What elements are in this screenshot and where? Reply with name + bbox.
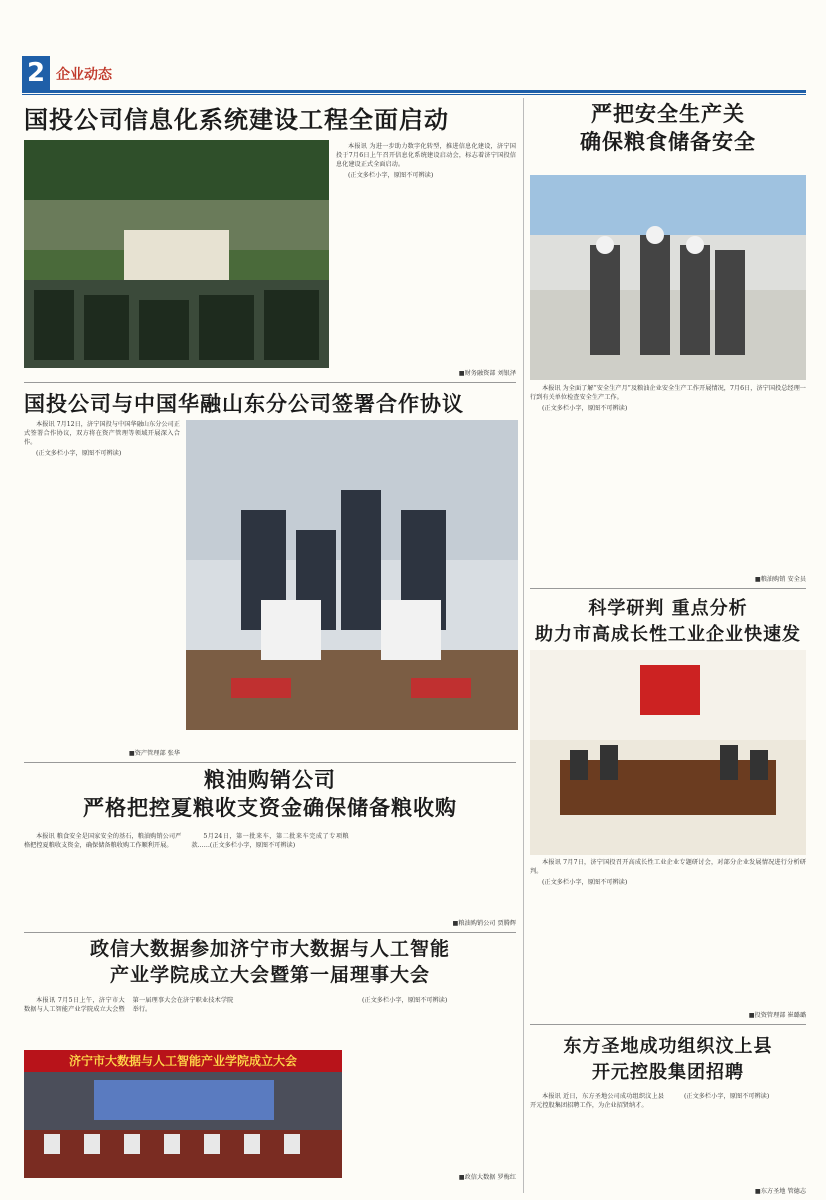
a5-para: 本报讯 粮食安全是国家安全的基石，粮油购销公司严格把控夏粮收支资金，确保储备粮收购工作顺利开展。: [24, 833, 182, 849]
a3-sign: ■粮油购销 安全员: [754, 576, 806, 583]
a5-para: 5月24日，第一批来车，第二批来车完成了专项粮款……(正文多栏小字，原图不可辨读): [191, 833, 349, 849]
a2-para: (正文多栏小字，原图不可辨读): [36, 450, 122, 457]
column-divider: [523, 98, 524, 1193]
a7-para: (正文多栏小字，原图不可辨读): [684, 1093, 770, 1100]
a3-para: 本报讯 为全面了解“安全生产月”及粮油企业安全生产工作开展情况，7月6日，济宁国投总经理一行到有关单位检查安全生产工作。: [530, 385, 806, 401]
page-number: 2: [22, 56, 50, 90]
a3-photo: [530, 175, 806, 380]
a6-banner: 济宁市大数据与人工智能产业学院成立大会: [68, 1054, 297, 1068]
a2-sign: ■资产管理部 张华: [128, 750, 180, 757]
a1-para: 本报讯 为进一步助力数字化转型，推进信息化建设，济宁国投于7月6日上午召开信息化系统建设启动会，标志着济宁国投信息化建设正式全面启动。: [336, 143, 516, 168]
a5-title: 粮油购销公司 严格把控夏粮收支资金确保储备粮收购: [83, 767, 457, 820]
a6-body: [24, 996, 342, 1046]
a1-sign: ■财务融资部 刘银泽: [458, 370, 516, 377]
a4-sign: ■投资管理部 崔璐璐: [748, 1012, 806, 1019]
a1-body: [336, 142, 516, 368]
divider: [530, 588, 806, 589]
a1-title: 国投公司信息化系统建设工程全面启动: [24, 105, 449, 134]
a2-para: 本报讯 7月12日，济宁国投与中国华融山东分公司正式签署合作协议，双方将在资产管理等领域开展深入合作。: [24, 421, 180, 446]
header-rule: [22, 90, 806, 93]
a6-para: (正文多栏小字，原图不可辨读): [362, 997, 448, 1004]
header-rule-thin: [22, 94, 806, 95]
a5-body: [24, 832, 516, 914]
a5-sign: ■粮油购销公司 贾腾辉: [452, 920, 516, 927]
a6-title: 政信大数据参加济宁市大数据与人工智能 产业学院成立大会暨第一届理事大会: [89, 938, 450, 986]
a6-body-right: [350, 996, 516, 1168]
a3-body: [530, 384, 806, 570]
a2-title: 国投公司与中国华融山东分公司签署合作协议: [24, 391, 464, 416]
a7-body: [530, 1092, 806, 1184]
a4-photo: [530, 650, 806, 855]
a3-title: 严把安全生产关 确保粮食储备安全: [580, 101, 756, 154]
a7-sign: ■东方圣地 管德志: [754, 1188, 806, 1195]
a4-para: 本报讯 7月7日，济宁国投召开高成长性工业企业专题研讨会，对部分企业发展情况进行分析研判。: [530, 859, 806, 875]
a1-photo: [24, 140, 329, 368]
a4-body: [530, 858, 806, 1008]
a1-para: (正文多栏小字，原图不可辨读): [348, 172, 434, 179]
a3-para: (正文多栏小字，原图不可辨读): [542, 405, 628, 412]
a7-title: 东方圣地成功组织汶上县 开元控股集团招聘: [563, 1036, 773, 1083]
section-title: 企业动态: [56, 67, 112, 83]
a4-para: (正文多栏小字，原图不可辨读): [542, 879, 628, 886]
a6-sign: ■政信大数据 罗梅红: [458, 1174, 516, 1181]
a2-photo: [186, 420, 518, 730]
a4-title: 科学研判 重点分析 助力市高成长性工业企业快速发: [535, 598, 801, 645]
a6-para: 本报讯 7月5日上午，济宁市大数据与人工智能产业学院成立大会暨第一届理事大会在济宁职业技术学院举行。: [24, 997, 234, 1013]
a2-body: [24, 420, 180, 740]
divider: [530, 1024, 806, 1025]
divider: [24, 932, 516, 933]
a6-photo: [24, 1050, 342, 1178]
divider: [24, 382, 516, 383]
a7-para: 本报讯 近日，东方圣地公司成功组织汶上县开元控股集团招聘工作，为企业招贤纳才。: [530, 1093, 664, 1109]
divider: [24, 762, 516, 763]
